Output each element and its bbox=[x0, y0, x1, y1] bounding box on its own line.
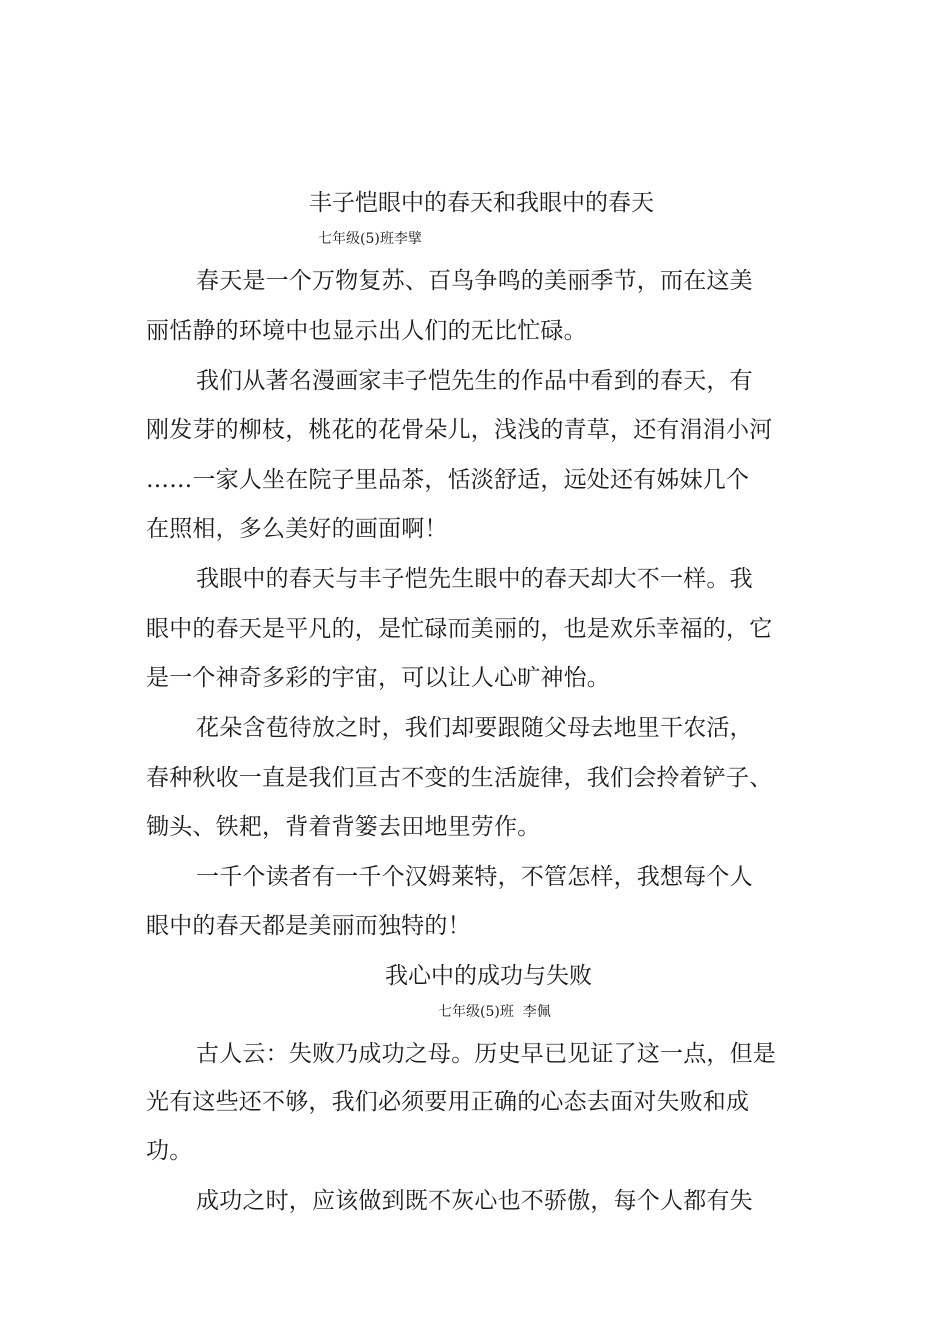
essay-1-line: ……一家人坐在院子里品茶，恬淡舒适，远处还有姊妹几个 bbox=[146, 467, 750, 493]
essay-1-line: 花朵含苞待放之时，我们却要跟随父母去地里干农活， bbox=[196, 715, 753, 741]
essay-1-line: 丽恬静的环境中也显示出人们的无比忙碌。 bbox=[146, 318, 587, 344]
essay-1-line: 一千个读者有一千个汉姆莱特，不管怎样，我想每个人 bbox=[196, 864, 753, 890]
essay-1-line: 眼中的春天都是美丽而独特的！ bbox=[146, 913, 471, 939]
essay-1-line: 我眼中的春天与丰子恺先生眼中的春天却大不一样。我 bbox=[196, 566, 753, 592]
essay-1-line: 是一个神奇多彩的宇宙，可以让人心旷神怡。 bbox=[146, 665, 610, 691]
essay-2-line: 成功之时，应该做到既不灰心也不骄傲，每个人都有失 bbox=[196, 1188, 753, 1214]
essay-2-line: 古人云：失败乃成功之母。历史早已见证了这一点，但是 bbox=[196, 1041, 776, 1067]
essay-1-line: 我们从著名漫画家丰子恺先生的作品中看到的春天，有 bbox=[196, 368, 753, 394]
essay-2-line: 功。 bbox=[146, 1138, 193, 1164]
essay-1-line: 春天是一个万物复苏、百鸟争鸣的美丽季节，而在这美 bbox=[196, 268, 753, 294]
essay-1-line: 在照相，多么美好的画面啊！ bbox=[146, 516, 448, 542]
essay-2-title: 我心中的成功与失败 bbox=[385, 963, 592, 989]
essay-2-line: 光有这些还不够，我们必须要用正确的心态去面对失败和成 bbox=[146, 1089, 750, 1115]
essay-1-line: 刚发芽的柳枝，桃花的花骨朵儿，浅浅的青草，还有涓涓小河 bbox=[146, 417, 773, 443]
essay-1-byline: 七年级(5)班李擘 bbox=[318, 231, 422, 247]
essay-2-byline: 七年级(5)班 李佩 bbox=[438, 1004, 551, 1020]
essay-1-title: 丰子恺眼中的春天和我眼中的春天 bbox=[309, 190, 654, 216]
essay-1-line: 春种秋收一直是我们亘古不变的生活旋律，我们会拎着铲子、 bbox=[146, 765, 773, 791]
essay-1-line: 锄头、铁耙，背着背篓去田地里劳作。 bbox=[146, 814, 541, 840]
essay-1-line: 眼中的春天是平凡的，是忙碌而美丽的，也是欢乐幸福的，它 bbox=[146, 616, 773, 642]
